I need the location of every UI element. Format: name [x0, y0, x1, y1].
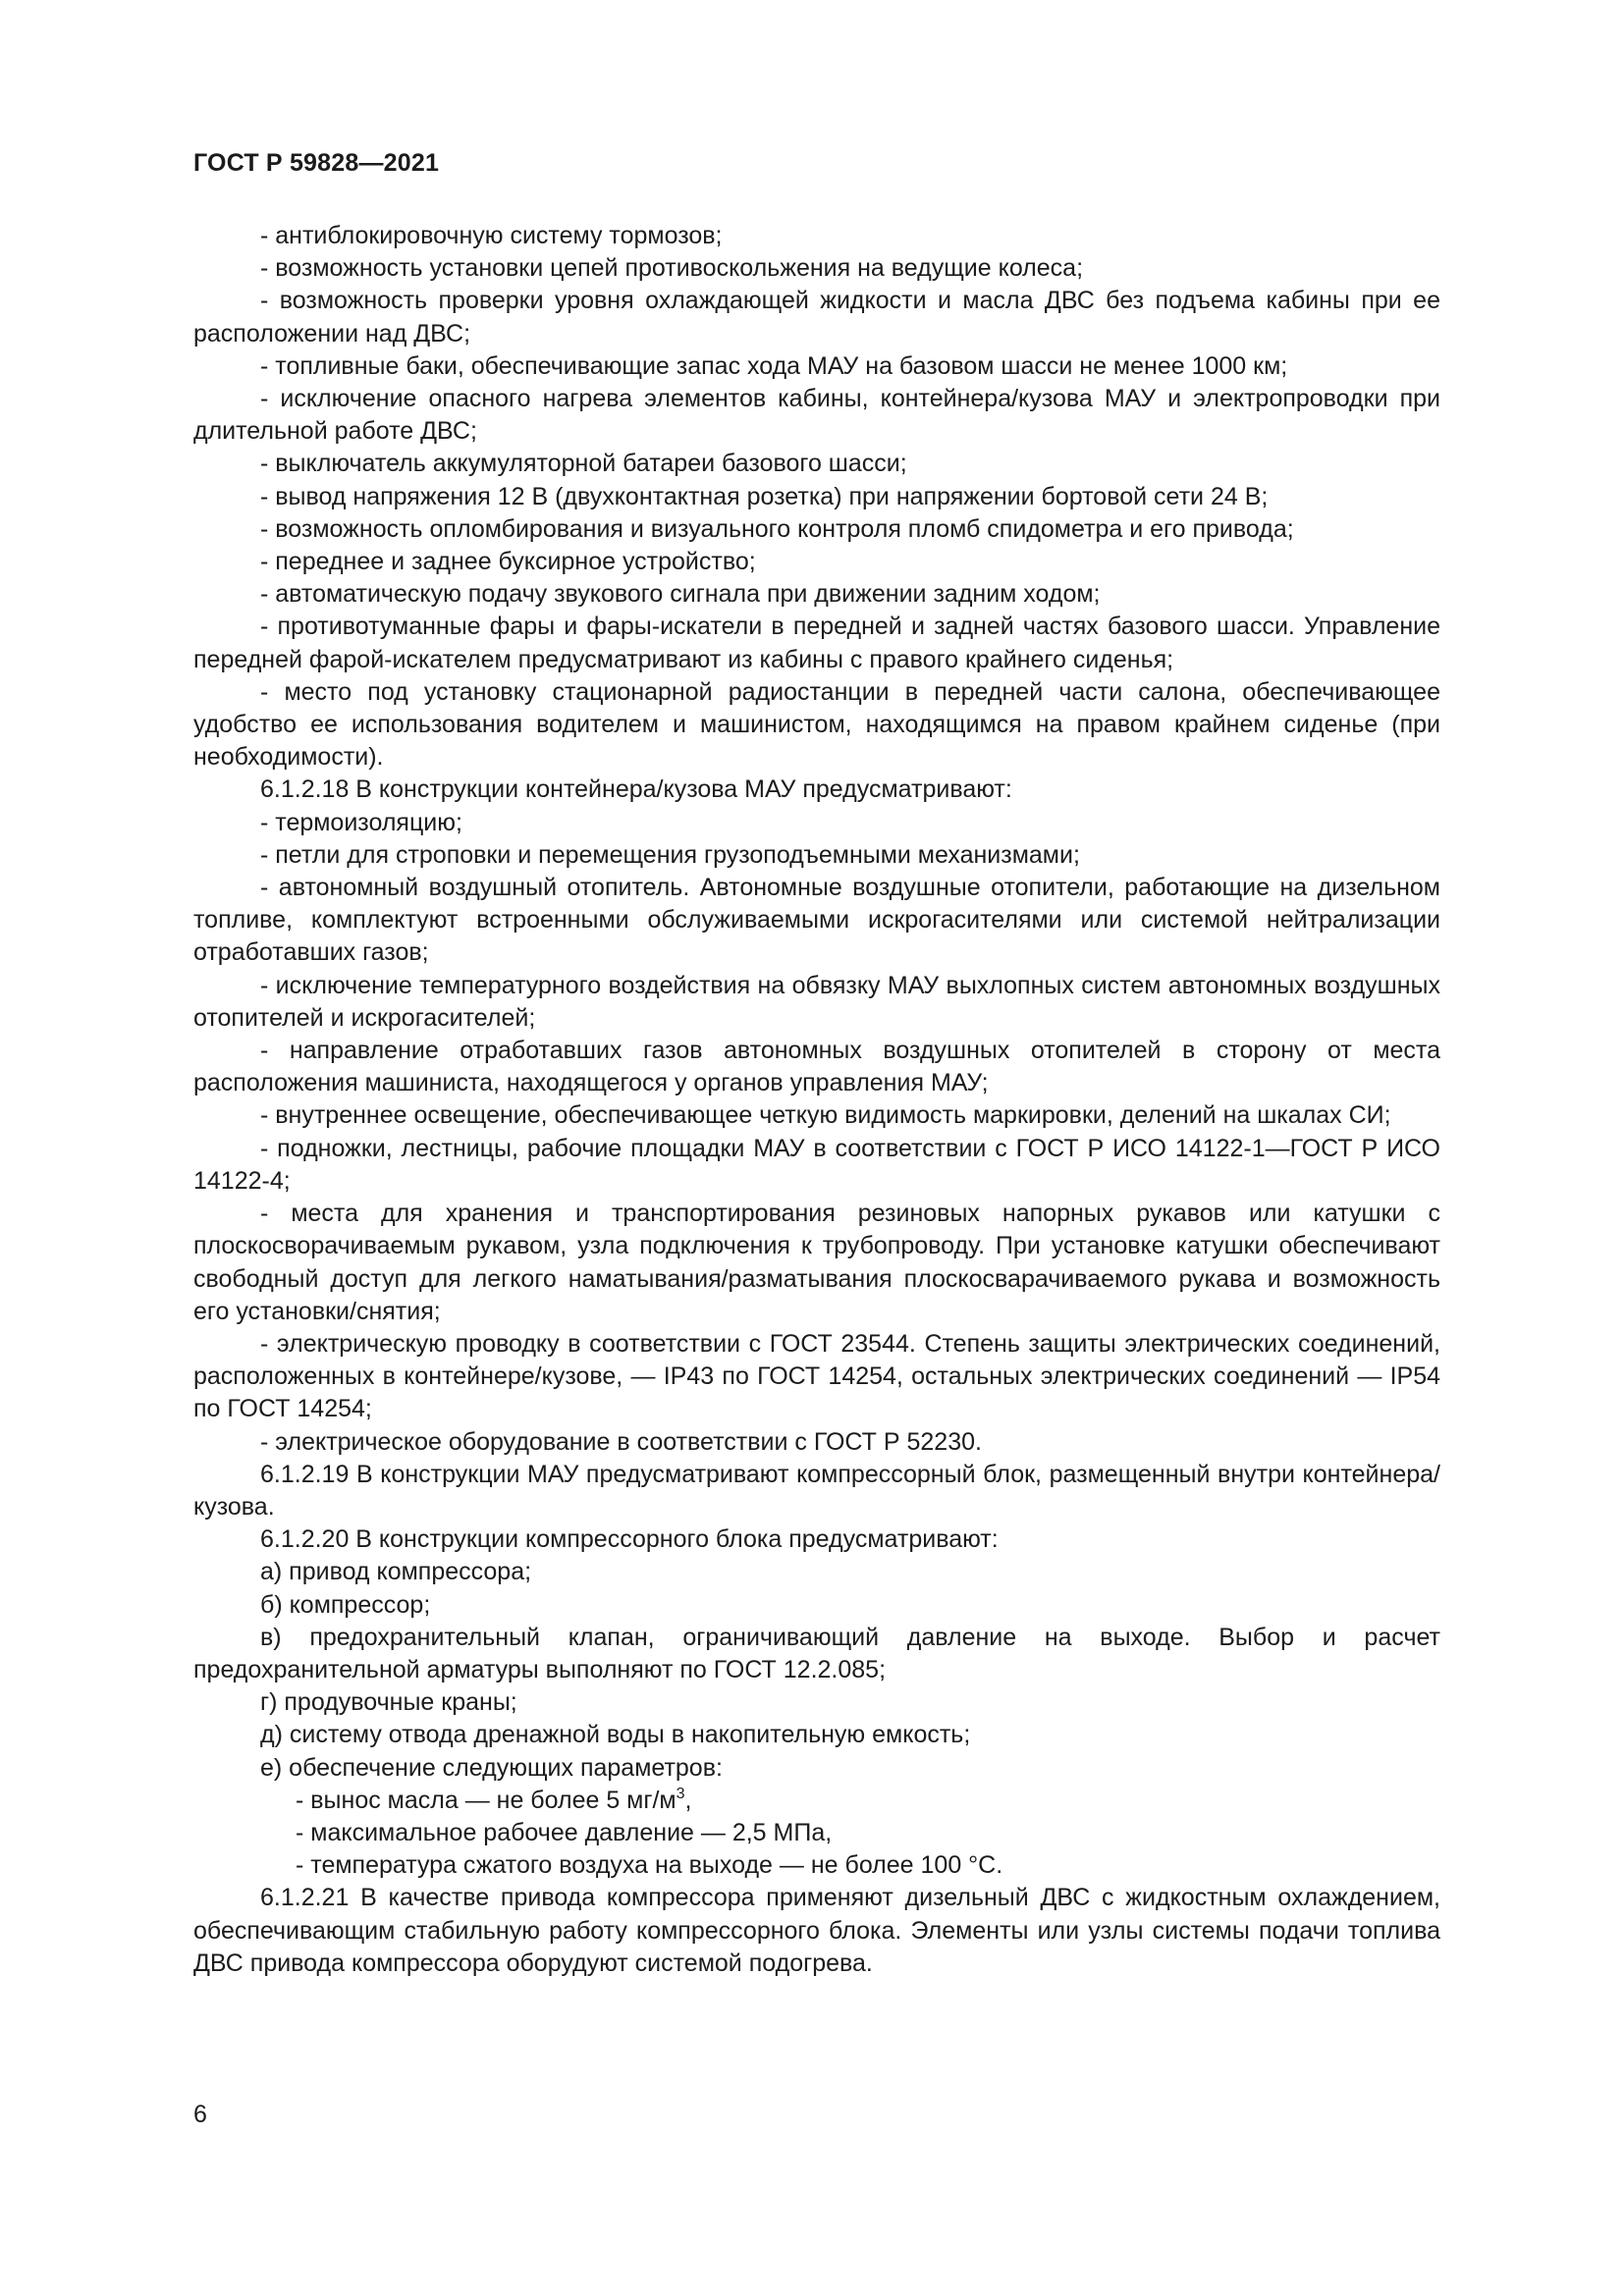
- clause-6-1-2-19: 6.1.2.19 В конструкции МАУ предусматривают компрессорный блок, размещенный внутри контейнера/кузова.: [193, 1460, 1440, 1521]
- list-item: д) систему отвода дренажной воды в накопительную емкость;: [260, 1721, 971, 1749]
- sub-item: - температура сжатого воздуха на выходе — не более 100 °С.: [296, 1851, 1003, 1880]
- sub-item-oil: [193, 1785, 1440, 1817]
- clause-6-1-2-18: 6.1.2.18 В конструкции контейнера/кузова МАУ предусматривают:: [260, 775, 1012, 804]
- clause-6-1-2-20: 6.1.2.20 В конструкции компрессорного блока предусматривают:: [260, 1525, 999, 1554]
- superscript: 3: [676, 1785, 685, 1802]
- sub-item-oil-tail: ,: [684, 1786, 692, 1814]
- paragraph: - место под установку стационарной радиостанции в передней части салона, обеспечивающее удобство ее использования водителем и машинистом, находящимся на правом крайнем сиденье (при необходимости).: [193, 677, 1440, 772]
- paragraph: - возможность установки цепей противоскольжения на ведущие колеса;: [260, 254, 1084, 283]
- sub-item-oil-text: - вынос масла — не более 5 мг/м: [296, 1786, 677, 1814]
- paragraph: - петли для строповки и перемещения грузоподъемными механизмами;: [260, 840, 1080, 869]
- document-header: ГОСТ Р 59828—2021: [193, 149, 440, 177]
- paragraph: - антиблокировочную систему тормозов;: [260, 222, 723, 249]
- paragraph: - противотуманные фары и фары-искатели в передней и задней частях базового шасси. Управление передней фарой-искателем предусматривают из кабины с правого крайнего сиденья;: [193, 613, 1440, 673]
- sub-item: - максимальное рабочее давление — 2,5 МПа,: [296, 1818, 833, 1846]
- paragraph: - электрическое оборудование в соответствии с ГОСТ Р 52230.: [260, 1427, 982, 1456]
- paragraph: - места для хранения и транспортирования резиновых напорных рукавов или катушки с плоскосворачиваемым рукавом, узла подключения к трубопроводу. При установке катушки обеспечивают свободный доступ для легкого наматывания/разматывания плоскосварачиваемого рукава и возможность его установки/снятия;: [193, 1200, 1440, 1325]
- paragraph: - подножки, лестницы, рабочие площадки МАУ в соответствии с ГОСТ Р ИСО 14122-1—ГОСТ Р ИСО 14122-4;: [193, 1134, 1440, 1195]
- list-item: а) привод компрессора;: [260, 1558, 532, 1586]
- paragraph: - электрическую проводку в соответствии с ГОСТ 23544. Степень защиты электрических соединений, расположенных в контейнере/кузове, — IP43 по ГОСТ 14254, остальных электрических соединений — IP54 по ГОСТ 14254;: [193, 1329, 1440, 1423]
- list-item: в) предохранительный клапан, ограничивающий давление на выходе. Выбор и расчет предохранительной арматуры выполняют по ГОСТ 12.2.085;: [193, 1623, 1440, 1683]
- paragraph: - исключение температурного воздействия на обвязку МАУ выхлопных систем автономных воздушных отопителей и искрогасителей;: [193, 971, 1440, 1032]
- paragraph: - исключение опасного нагрева элементов кабины, контейнера/кузова МАУ и электропроводки при длительной работе ДВС;: [193, 385, 1440, 446]
- paragraph: - вывод напряжения 12 В (двухконтактная розетка) при напряжении бортовой сети 24 В;: [260, 482, 1269, 510]
- document-body: [193, 220, 1440, 1980]
- paragraph: - возможность проверки уровня охлаждающей жидкости и масла ДВС без подъема кабины при ее расположении над ДВС;: [193, 287, 1440, 347]
- paragraph: - переднее и заднее буксирное устройство;: [260, 548, 756, 576]
- paragraph: - автономный воздушный отопитель. Автономные воздушные отопители, работающие на дизельном топливе, комплектуют встроенными обслуживаемыми искрогасителями или системой нейтрализации отработавших газов;: [193, 874, 1440, 967]
- list-item: г) продувочные краны;: [260, 1688, 517, 1717]
- paragraph: - топливные баки, обеспечивающие запас хода МАУ на базовом шасси не менее 1000 км;: [260, 351, 1288, 380]
- clause-6-1-2-21: 6.1.2.21 В качестве привода компрессора применяют дизельный ДВС с жидкостным охлаждением, обеспечивающим стабильную работу компрессорного блока. Элементы или узлы системы подачи топлива ДВС привода компрессора оборудуют системой подогрева.: [193, 1884, 1440, 1977]
- paragraph: - автоматическую подачу звукового сигнала при движении задним ходом;: [260, 580, 1101, 609]
- paragraph: - выключатель аккумуляторной батареи базового шасси;: [260, 450, 907, 478]
- paragraph: - термоизоляцию;: [260, 808, 462, 836]
- paragraph: - направление отработавших газов автономных воздушных отопителей в сторону от места расположения машиниста, находящегося у органов управления МАУ;: [193, 1037, 1440, 1097]
- list-item: е) обеспечение следующих параметров:: [260, 1753, 723, 1782]
- list-item: б) компрессор;: [260, 1590, 431, 1619]
- paragraph: - возможность опломбирования и визуального контроля пломб спидометра и его привода;: [260, 514, 1294, 543]
- page-number: 6: [193, 2101, 207, 2128]
- paragraph: - внутреннее освещение, обеспечивающее четкую видимость маркировки, делений на шкалах СИ;: [260, 1101, 1391, 1130]
